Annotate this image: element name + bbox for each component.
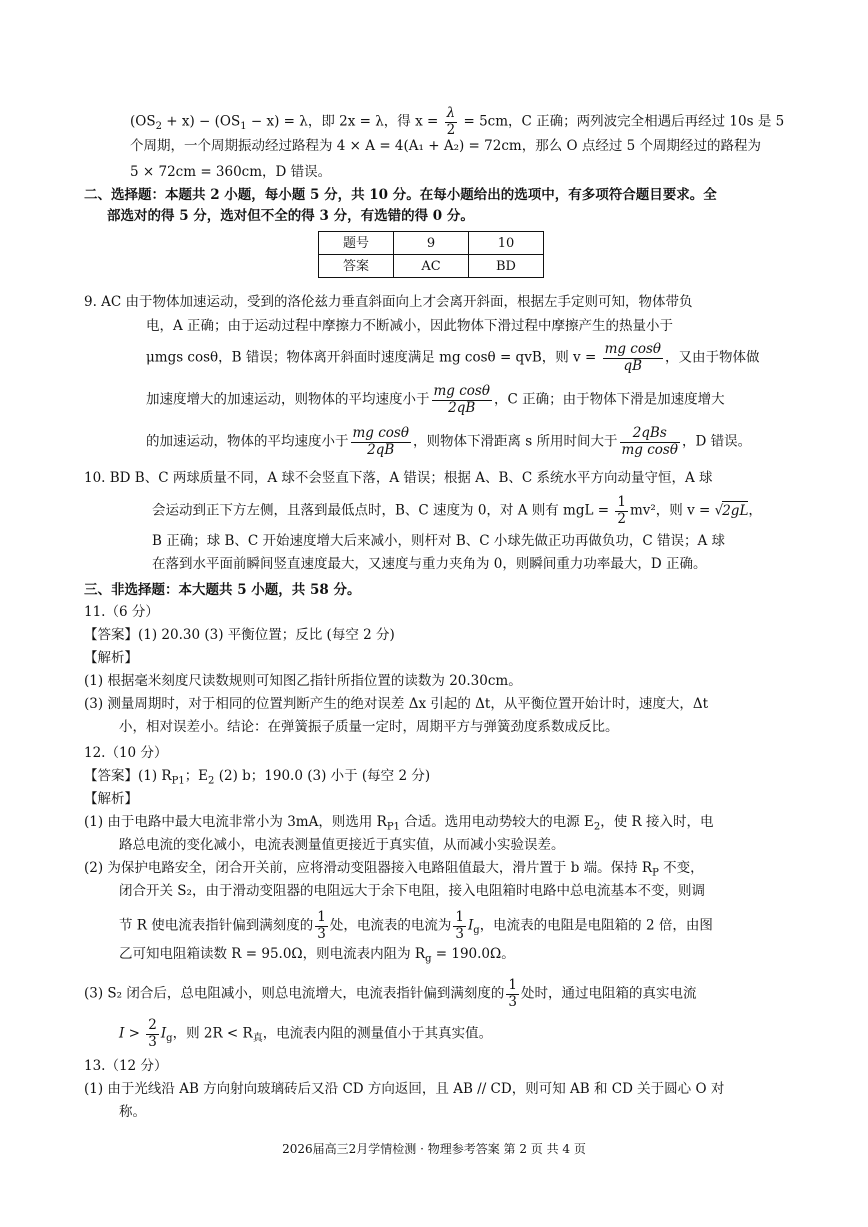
subscript: P: [652, 867, 659, 879]
denominator: 3: [317, 925, 326, 942]
q12-text: I: [160, 1025, 167, 1042]
q12-text: I: [467, 917, 474, 934]
q9-text: ，则物体下滑距离 s 所用时间大于: [412, 433, 618, 450]
q8-text: − x) = λ，即 2x = λ，得 x =: [246, 113, 443, 130]
q8-text: (OS: [130, 113, 156, 130]
q11-analysis-1: (1) 根据毫米刻度尺读数规则可知图乙指针所指位置的读数为 20.30cm。: [84, 673, 522, 689]
section-3-heading: 三、非选择题：本大题共 5 小题，共 58 分。: [84, 582, 361, 598]
sqrt-radicand: 2gL: [722, 502, 749, 519]
subscript: g: [166, 1033, 173, 1045]
q9-fraction: [351, 426, 411, 458]
q12-analysis-2-cont-2: [119, 910, 713, 942]
q10-text: mv²，则 v =: [629, 502, 715, 519]
q8-fraction: [445, 106, 458, 138]
denominator: 3: [148, 1033, 157, 1050]
q8-line-3: 5 × 72cm = 360cm，D 错误。: [130, 164, 332, 180]
q12-text: (1) 由于电路中最大电流非常小为 3mA，则选用 R: [84, 814, 387, 830]
numerator: mg cosθ: [352, 425, 409, 441]
q9-line-2: 电，A 正确；由于运动过程中摩擦力不断减小，因此物体下滑过程中摩擦产生的热量小于: [146, 318, 674, 334]
q12-text: ；E: [184, 768, 209, 784]
denominator: 2qB: [367, 441, 395, 458]
table-row: [319, 232, 544, 255]
q12-text: 乙可知电阻箱读数 R = 95.0Ω，则电流表内阻为 R: [119, 946, 426, 962]
q9-line-1: 9. AC 由于物体加速运动，受到的洛伦兹力垂直斜面向上才会离开斜面，根据左手定则可知，物体带负: [84, 294, 693, 310]
denominator: 3: [508, 993, 517, 1010]
q12-fraction: [506, 978, 519, 1010]
q10-line-2: 会运动到正下方左侧，且落到最低点时，B、C 速度为 0，对 A 则有 mgL = $\frac{1}{2}$ mv²，则 v = √2gL，: [152, 494, 762, 527]
q11-heading: 11.（6 分）: [84, 604, 159, 620]
table-cell: BD: [469, 255, 544, 278]
q12-analysis-1: [84, 816, 713, 833]
q10-line-1: 10. BD B、C 两球质量不同，A 球不会竖直下落，A 错误；根据 A、B、C 系统水平方向动量守恒，A 球: [84, 470, 713, 486]
numerator: 2: [148, 1017, 157, 1033]
q9-text: μmgs cosθ，B 错误；物体离开斜面时速度满足 mg cosθ = qvB，则 v =: [146, 349, 601, 366]
q12-analysis-label: 【解析】: [84, 791, 138, 807]
q9-fraction: [603, 342, 663, 374]
q12-text: 节 R 使电流表指针偏到满刻度的: [119, 917, 314, 934]
q12-fraction: [315, 910, 328, 942]
q9-text: ，D 错误。: [681, 433, 752, 450]
q12-text: ，则 2R < R: [172, 1025, 253, 1042]
subscript: g: [473, 925, 480, 937]
q12-text: 处时，通过电阻箱的真实电流: [520, 985, 697, 1002]
q10-text: 会运动到正下方左侧，且落到最低点时，B、C 速度为 0，对 A 则有 mgL =: [152, 502, 614, 519]
subscript: 2: [208, 775, 215, 787]
q12-heading: 12.（10 分）: [84, 745, 168, 761]
q12-analysis-2-cont-3: [119, 948, 515, 965]
section-2-heading-cont: 部选对的得 5 分，选对但不全的得 3 分，有选错的得 0 分。: [107, 208, 474, 224]
q10-fraction: [615, 495, 628, 527]
q12-text: (2) b；190.0 (3) 小于 (每空 2 分): [214, 768, 431, 784]
denominator: 2: [446, 121, 456, 138]
q12-text: = 190.0Ω。: [431, 946, 515, 962]
q9-line-5: [146, 426, 751, 458]
q12-text: (3) S₂ 闭合后，总电阻减小，则总电流增大，电流表指针偏到满刻度的: [84, 985, 505, 1002]
q12-text: (2) 为保护电路安全，闭合开关前，应将滑动变阻器接入电路阻值最大，滑片置于 b 端。保持 R: [84, 860, 653, 876]
q9-text: ，又由于物体做: [665, 349, 760, 366]
q12-text: 合适。选用电动势较大的电源 E: [399, 814, 594, 830]
subscript: 真: [252, 1033, 263, 1045]
table-cell: 9: [394, 232, 469, 255]
denominator: 2qB: [448, 399, 476, 416]
numerator: mg cosθ: [604, 341, 662, 357]
subscript: 2: [593, 821, 601, 833]
q8-text: + x) − (OS: [161, 113, 241, 130]
table-cell: AC: [394, 255, 469, 278]
numerator: 1: [317, 909, 326, 925]
q12-analysis-1-cont: 路总电流的变化减小，电流表测量值更接近于真实值，从而减小实验误差。: [119, 837, 565, 853]
numerator: 1: [455, 909, 464, 925]
q13-analysis-1: (1) 由于光线沿 AB 方向射向玻璃砖后又沿 CD 方向返回，且 AB // CD，则可知 AB 和 CD 关于圆心 O 对: [84, 1081, 725, 1097]
q12-fraction: [146, 1018, 159, 1050]
answer-table: [318, 231, 544, 278]
section-2-heading: 二、选择题：本题共 2 小题，每小题 5 分，共 10 分。在每小题给出的选项中，有多项符合题目要求。全: [84, 187, 717, 203]
denominator: mg cosθ: [621, 441, 678, 458]
q11-analysis-3: (3) 测量周期时，对于相同的位置判断产生的绝对误差 Δx 引起的 Δt，从平衡位置开始计时，速度大，Δt: [84, 696, 708, 712]
q9-fraction: [620, 426, 680, 458]
subscript: P1: [171, 775, 185, 787]
q12-text: 处，电流表的电流为: [329, 917, 452, 934]
page-footer: 2026届高三2月学情检测 · 物理参考答案 第 2 页 共 4 页: [282, 1142, 586, 1156]
q9-line-4: [146, 384, 725, 416]
q9-fraction: [432, 384, 492, 416]
q12-analysis-3: [84, 978, 696, 1010]
q9-text: 加速度增大的加速运动，则物体的平均速度小于: [146, 391, 430, 408]
subscript: P1: [386, 821, 400, 833]
q8-line-1: $(OS_2 + x) - (OS_1 - x) = \lambda$，即 2x = λ，得 x = $\frac{\lambda}{2}$ = 5cm，C 正确；两列波完全相遇后再经过 10s 是 5: [130, 105, 785, 138]
q12-answer: [84, 770, 430, 787]
denominator: 3: [455, 925, 464, 942]
q13-analysis-1-cont: 称。: [119, 1104, 146, 1120]
q12-fraction: [453, 910, 466, 942]
q12-text: 【答案】(1) R: [84, 768, 172, 784]
q12-text: ，使 R 接入时，电: [600, 814, 714, 830]
q11-answer: 【答案】(1) 20.30 (3) 平衡位置；反比 (每空 2 分): [84, 627, 395, 643]
q12-analysis-2: [84, 862, 704, 879]
q10-text: ，: [748, 502, 762, 519]
q8-text: = 5cm，C 正确；两列波完全相遇后再经过 10s 是 5: [459, 113, 785, 130]
q12-analysis-3-cont: [119, 1018, 492, 1050]
denominator: 2: [617, 510, 626, 527]
q12-text: ，电流表内阻的测量值小于其真实值。: [262, 1025, 493, 1042]
denominator: qB: [623, 357, 643, 374]
q12-text: ，电流表的电阻是电阻箱的 2 倍，由图: [479, 917, 713, 934]
numerator: 1: [617, 494, 626, 510]
table-row: [319, 255, 544, 278]
numerator: 2qBs: [620, 426, 680, 443]
q8-line-2: 个周期，一个周期振动经过路程为 4 × A = 4(A₁ + A₂) = 72cm，那么 O 点经过 5 个周期经过的路程为: [130, 138, 762, 154]
q12-text: 不变，: [658, 860, 704, 876]
q12-text: I >: [119, 1025, 145, 1042]
numerator: mg cosθ: [433, 383, 490, 399]
q10-line-4: 在落到水平面前瞬间竖直速度最大，又速度与重力夹角为 0，则瞬间重力功率最大，D 正确。: [152, 556, 707, 572]
table-cell: 10: [469, 232, 544, 255]
table-cell: 题号: [319, 232, 394, 255]
q13-heading: 13.（12 分）: [84, 1058, 168, 1074]
q11-analysis-3-cont: 小，相对误差小。结论：在弹簧振子质量一定时，周期平方与弹簧劲度系数成反比。: [119, 719, 619, 735]
q9-text: ，C 正确；由于物体下滑是加速度增大: [493, 391, 725, 408]
q9-line-3: [146, 342, 760, 374]
numerator: 1: [508, 977, 517, 993]
subscript: g: [425, 953, 432, 965]
q11-analysis-label: 【解析】: [84, 650, 138, 666]
q12-analysis-2-cont-1: 闭合开关 S₂，由于滑动变阻器的电阻远大于余下电阻，接入电阻箱时电路中总电流基本不变，则调: [119, 883, 705, 899]
q10-line-3: B 正确；球 B、C 开始速度增大后来减小，则杆对 B、C 小球先做正功再做负功，C 错误；A 球: [152, 533, 726, 549]
table-cell: 答案: [319, 255, 394, 278]
q9-text: 的加速运动，物体的平均速度小于: [146, 433, 349, 450]
numerator: λ: [445, 106, 458, 123]
